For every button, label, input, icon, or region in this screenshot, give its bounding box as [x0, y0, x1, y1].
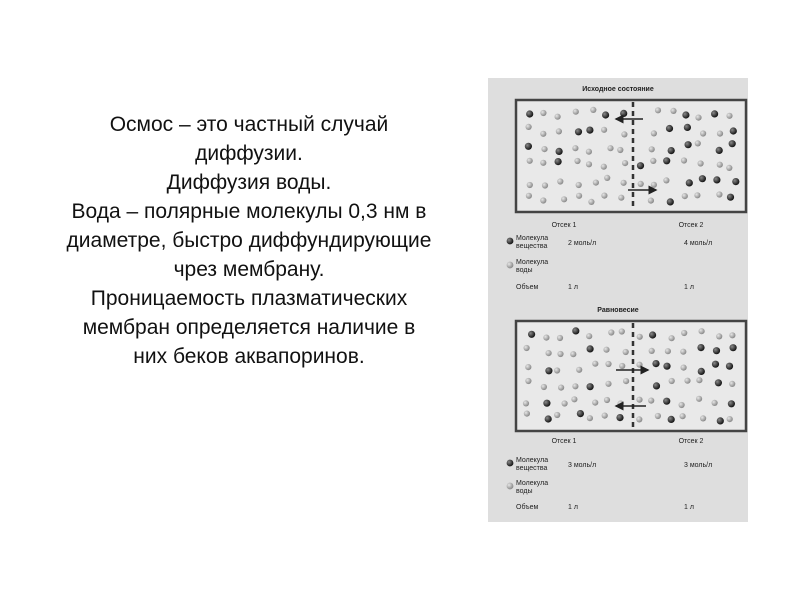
water-molecule	[542, 182, 548, 188]
water-molecule	[696, 396, 702, 402]
water-molecule	[586, 161, 592, 167]
solute-molecule	[545, 367, 552, 374]
water-molecule	[605, 381, 611, 387]
volume-2: 1 л	[684, 504, 694, 511]
water-molecule	[681, 157, 687, 163]
solute-molecule	[713, 347, 720, 354]
solute-molecule	[668, 147, 675, 154]
water-molecule	[556, 128, 562, 134]
water-molecule	[525, 364, 531, 370]
water-molecule	[717, 131, 723, 137]
solute-molecule	[727, 194, 734, 201]
slide-text	[14, 110, 484, 371]
water-molecule	[669, 378, 675, 384]
water-molecule	[619, 363, 625, 369]
water-molecule	[557, 335, 563, 341]
water-molecule	[603, 347, 609, 353]
water-molecule	[670, 108, 676, 114]
compartment-1-label: Отсек 1	[551, 222, 577, 229]
water-molecule	[665, 348, 671, 354]
water-legend-icon	[507, 262, 514, 269]
water-molecule	[699, 328, 705, 334]
solute-molecule	[653, 382, 660, 389]
water-molecule	[618, 195, 624, 201]
compartment-1-label: Отсек 1	[551, 438, 577, 445]
solute-molecule	[555, 158, 562, 165]
water-molecule	[684, 378, 690, 384]
solute-molecule	[620, 110, 627, 117]
water-molecule	[526, 193, 532, 199]
water-molecule	[557, 351, 563, 357]
solute-molecule	[711, 110, 718, 117]
water-molecule	[622, 160, 628, 166]
panel-title: Исходное состояние	[582, 86, 654, 93]
water-molecule	[601, 127, 607, 133]
text-line: чрез мембрану.	[173, 258, 325, 281]
water-molecule	[729, 332, 735, 338]
concentration-2: 3 моль/л	[684, 462, 713, 469]
water-molecule	[540, 197, 546, 203]
solute-molecule	[699, 175, 706, 182]
water-molecule	[576, 182, 582, 188]
solute-molecule	[616, 414, 623, 421]
water-label: воды	[516, 488, 533, 495]
solute-molecule	[587, 383, 594, 390]
water-molecule	[572, 145, 578, 151]
water-molecule	[655, 107, 661, 113]
water-molecule	[638, 181, 644, 187]
water-molecule	[621, 180, 627, 186]
solute-label: Молекула	[516, 457, 549, 464]
text-line: Осмос – это частный случай	[109, 113, 389, 136]
water-molecule	[619, 328, 625, 334]
solute-molecule	[543, 400, 550, 407]
solute-label: вещества	[516, 465, 548, 472]
solute-molecule	[663, 398, 670, 405]
water-molecule	[554, 367, 560, 373]
water-molecule	[669, 335, 675, 341]
water-molecule	[680, 413, 686, 419]
water-molecule	[649, 146, 655, 152]
solute-molecule	[717, 417, 724, 424]
water-molecule	[648, 398, 654, 404]
water-molecule	[636, 416, 642, 422]
water-molecule	[592, 361, 598, 367]
solute-molecule	[663, 363, 670, 370]
water-label: Молекула	[516, 259, 549, 266]
solute-label: Молекула	[516, 235, 549, 242]
water-molecule	[717, 162, 723, 168]
water-molecule	[570, 351, 576, 357]
solute-molecule	[726, 363, 733, 370]
water-molecule	[716, 333, 722, 339]
volume-2: 1 л	[684, 284, 694, 291]
water-legend-icon	[507, 483, 514, 490]
solute-molecule	[730, 344, 737, 351]
water-molecule	[541, 384, 547, 390]
water-molecule	[573, 109, 579, 115]
solute-molecule	[682, 111, 689, 118]
solute-molecule	[637, 162, 644, 169]
container-box	[516, 100, 746, 212]
water-molecule	[729, 381, 735, 387]
solute-molecule	[572, 327, 579, 334]
water-molecule	[526, 124, 532, 130]
osmosis-figure	[488, 78, 748, 522]
water-molecule	[726, 165, 732, 171]
solute-molecule	[728, 400, 735, 407]
water-molecule	[524, 411, 530, 417]
water-molecule	[655, 413, 661, 419]
compartment-2-label: Отсек 2	[678, 438, 704, 445]
water-molecule	[623, 378, 629, 384]
water-molecule	[695, 140, 701, 146]
solute-molecule	[586, 127, 593, 134]
water-molecule	[527, 182, 533, 188]
water-molecule	[651, 182, 657, 188]
solute-molecule	[528, 331, 535, 338]
text-line: Проницаемость плазматических	[90, 287, 408, 310]
solute-molecule	[685, 141, 692, 148]
water-molecule	[558, 385, 564, 391]
text-line: Диффузия воды.	[166, 171, 332, 194]
water-molecule	[571, 396, 577, 402]
solute-molecule	[545, 415, 552, 422]
water-molecule	[680, 349, 686, 355]
water-molecule	[663, 177, 669, 183]
water-molecule	[524, 345, 530, 351]
volume-1: 1 л	[568, 284, 578, 291]
water-molecule	[605, 361, 611, 367]
water-molecule	[527, 158, 533, 164]
state-panel-initial	[507, 86, 746, 291]
water-molecule	[540, 131, 546, 137]
water-molecule	[648, 198, 654, 204]
water-molecule	[698, 160, 704, 166]
water-molecule	[637, 334, 643, 340]
water-molecule	[682, 193, 688, 199]
water-molecule	[601, 164, 607, 170]
water-molecule	[586, 149, 592, 155]
water-molecule	[562, 400, 568, 406]
water-molecule	[712, 400, 718, 406]
water-molecule	[617, 147, 623, 153]
water-molecule	[561, 196, 567, 202]
text-line: диффузии.	[195, 142, 303, 165]
water-molecule	[523, 400, 529, 406]
water-molecule	[604, 397, 610, 403]
water-molecule	[588, 199, 594, 205]
water-molecule	[651, 130, 657, 136]
solute-molecule	[526, 110, 533, 117]
water-molecule	[555, 114, 561, 120]
water-molecule	[574, 158, 580, 164]
water-molecule	[601, 193, 607, 199]
solute-molecule	[602, 111, 609, 118]
solute-molecule	[663, 157, 670, 164]
water-molecule	[541, 146, 547, 152]
water-molecule	[649, 348, 655, 354]
water-molecule	[557, 178, 563, 184]
water-molecule	[602, 413, 608, 419]
water-molecule	[700, 130, 706, 136]
solute-legend-icon	[507, 238, 514, 245]
water-molecule	[576, 193, 582, 199]
water-molecule	[696, 377, 702, 383]
panel-title: Равновесие	[597, 307, 639, 314]
water-molecule	[726, 113, 732, 119]
solute-molecule	[652, 360, 659, 367]
solute-molecule	[577, 410, 584, 417]
solute-molecule	[697, 344, 704, 351]
solute-molecule	[732, 178, 739, 185]
solute-molecule	[667, 198, 674, 205]
solute-molecule	[649, 331, 656, 338]
water-molecule	[700, 415, 706, 421]
solute-molecule	[713, 176, 720, 183]
water-molecule	[621, 131, 627, 137]
solute-molecule	[715, 379, 722, 386]
water-molecule	[681, 330, 687, 336]
water-molecule	[572, 383, 578, 389]
water-molecule	[650, 158, 656, 164]
volume-1: 1 л	[568, 504, 578, 511]
text-line: них беков аквапоринов.	[133, 345, 365, 368]
water-label: воды	[516, 267, 533, 274]
text-line: диаметре, быстро диффундирующие	[66, 229, 432, 252]
text-line: мембран определяется наличие в	[82, 316, 416, 339]
water-label: Молекула	[516, 480, 549, 487]
water-molecule	[546, 350, 552, 356]
compartment-2-label: Отсек 2	[678, 222, 704, 229]
solute-molecule	[730, 127, 737, 134]
concentration-1: 2 моль/л	[568, 240, 597, 247]
water-molecule	[604, 175, 610, 181]
water-molecule	[716, 191, 722, 197]
concentration-1: 3 моль/л	[568, 462, 597, 469]
water-molecule	[636, 362, 642, 368]
solute-molecule	[729, 140, 736, 147]
water-molecule	[608, 329, 614, 335]
water-molecule	[540, 160, 546, 166]
water-molecule	[587, 415, 593, 421]
water-molecule	[636, 397, 642, 403]
water-molecule	[727, 416, 733, 422]
water-molecule	[694, 192, 700, 198]
solute-molecule	[575, 128, 582, 135]
state-panel-equilibrium	[507, 307, 746, 511]
solute-label: вещества	[516, 243, 548, 250]
water-molecule	[525, 378, 531, 384]
water-molecule	[554, 412, 560, 418]
water-molecule	[592, 400, 598, 406]
solute-molecule	[686, 179, 693, 186]
solute-molecule	[525, 143, 532, 150]
osmosis-diagram	[488, 78, 748, 522]
water-molecule	[607, 145, 613, 151]
water-molecule	[590, 107, 596, 113]
water-molecule	[543, 335, 549, 341]
solute-molecule	[556, 148, 563, 155]
container-box	[516, 321, 746, 431]
volume-label: Объем	[516, 504, 539, 511]
solute-molecule	[716, 147, 723, 154]
solute-legend-icon	[507, 460, 514, 467]
water-molecule	[695, 115, 701, 121]
text-line: Вода – полярные молекулы 0,3 нм в	[71, 200, 427, 223]
solute-molecule	[587, 345, 594, 352]
solute-molecule	[712, 361, 719, 368]
solute-molecule	[666, 125, 673, 132]
water-molecule	[623, 349, 629, 355]
water-molecule	[681, 365, 687, 371]
solute-molecule	[668, 416, 675, 423]
water-molecule	[576, 367, 582, 373]
water-molecule	[593, 180, 599, 186]
solute-molecule	[684, 124, 691, 131]
solute-molecule	[698, 368, 705, 375]
water-molecule	[586, 333, 592, 339]
water-molecule	[540, 110, 546, 116]
volume-label: Объем	[516, 284, 539, 291]
concentration-2: 4 моль/л	[684, 240, 713, 247]
water-molecule	[679, 402, 685, 408]
